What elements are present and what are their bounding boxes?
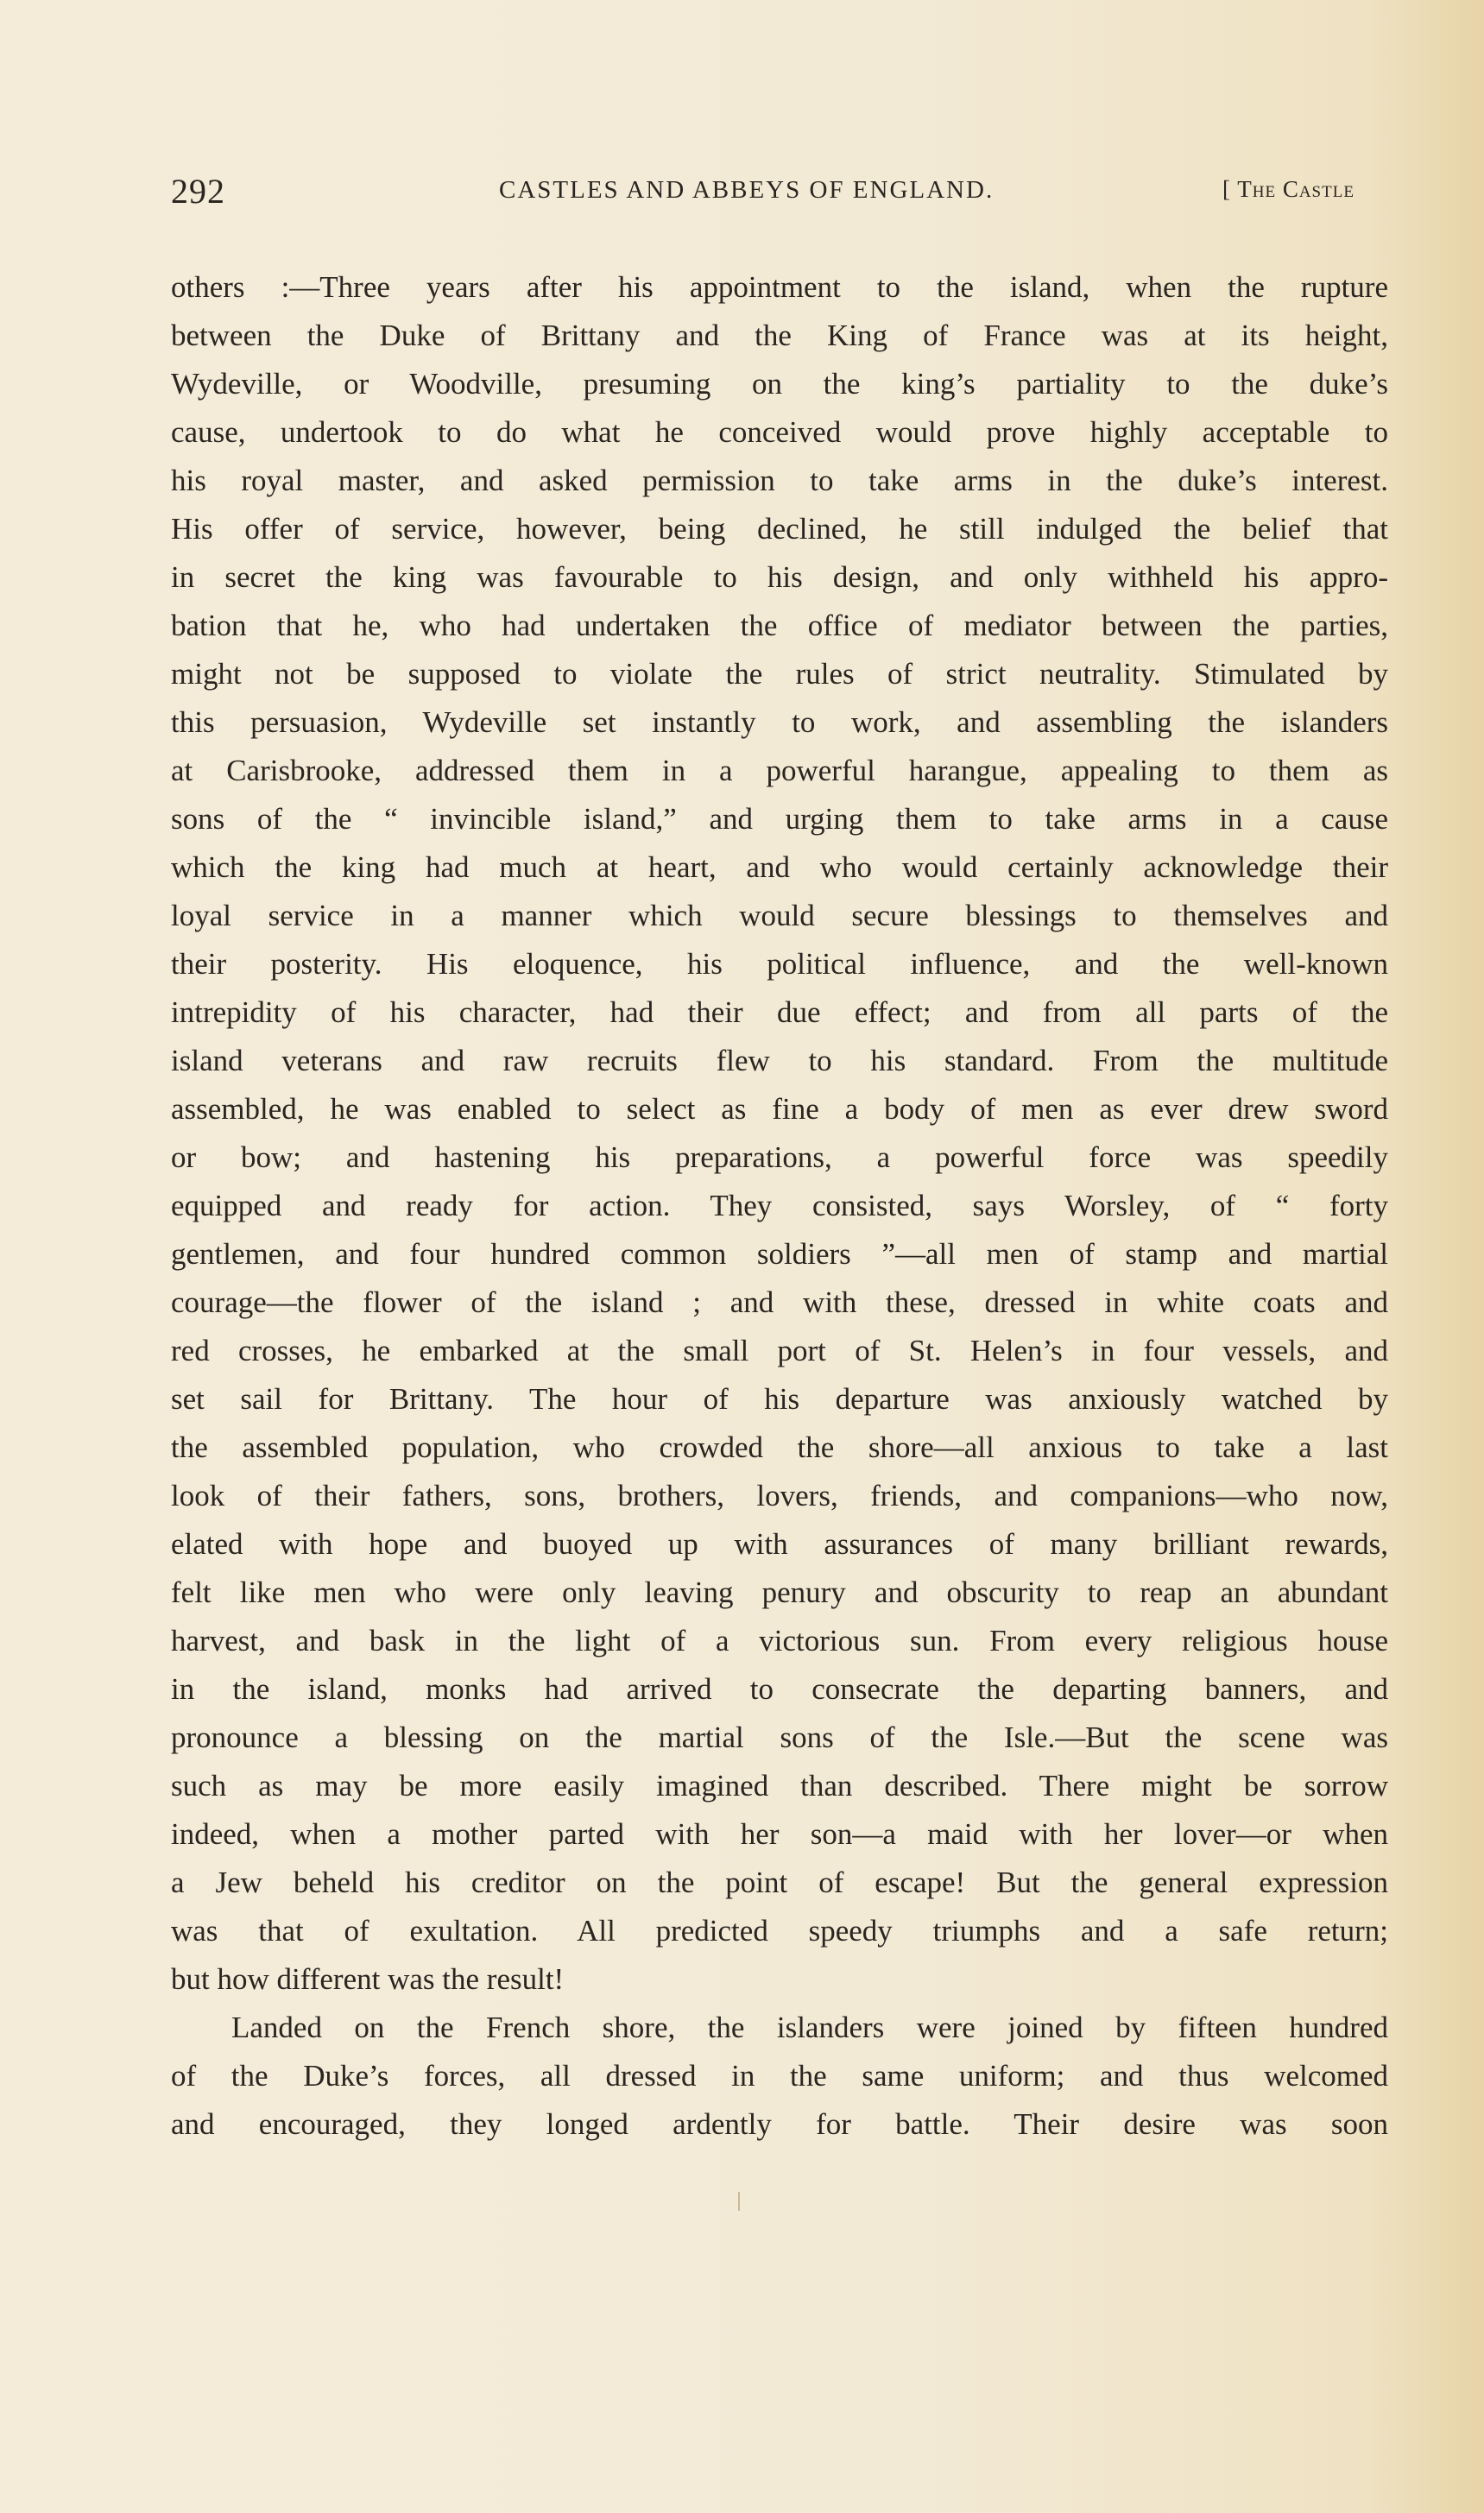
text-line: equipped and ready for action. They consisted, says Worsley, of “ forty (171, 1189, 1388, 1222)
running-title: CASTLES AND ABBEYS OF ENGLAND. (499, 176, 995, 204)
text-line: or bow; and hastening his preparations, a powerful force was speedily (171, 1140, 1388, 1174)
text-line: gentlemen, and four hundred common soldiers ”—all men of stamp and martial (171, 1237, 1388, 1271)
text-line: set sail for Brittany. The hour of his departure was anxiously watched by (171, 1382, 1388, 1416)
text-line: intrepidity of his character, had their due effect; and from all parts of the (171, 995, 1388, 1029)
text-line: look of their fathers, sons, brothers, lovers, friends, and companions—who now, (171, 1479, 1388, 1512)
text-line: was that of exultation. All predicted speedy triumphs and a safe return; (171, 1914, 1388, 1948)
text-line: courage—the flower of the island ; and with these, dressed in white coats and (171, 1285, 1388, 1319)
text-line: at Carisbrooke, addressed them in a powerful harangue, appealing to them as (171, 754, 1388, 787)
text-line: might not be supposed to violate the rules of strict neutrality. Stimulated by (171, 657, 1388, 691)
running-header (171, 171, 1405, 214)
text-line: island veterans and raw recruits flew to his standard. From the multitude (171, 1044, 1388, 1077)
text-line: but how different was the result! (171, 1962, 565, 1996)
text-line: his royal master, and asked permission to take arms in the duke’s interest. (171, 464, 1388, 497)
text-line: harvest, and bask in the light of a victorious sun. From every religious house (171, 1624, 1388, 1657)
text-line: their posterity. His eloquence, his political influence, and the well-known (171, 947, 1388, 981)
text-line: a Jew beheld his creditor on the point of escape! But the general expression (171, 1866, 1388, 1899)
text-line: between the Duke of Brittany and the King of France was at its height, (171, 319, 1388, 352)
text-line: sons of the “ invincible island,” and urging them to take arms in a cause (171, 802, 1388, 836)
text-line: felt like men who were only leaving penury and obscurity to reap an abundant (171, 1575, 1388, 1609)
paragraph-start-line: Landed on the French shore, the islanders were joined by fifteen hundred (231, 2011, 1388, 2044)
text-line: bation that he, who had undertaken the office of mediator between the parties, (171, 609, 1388, 642)
text-line: His offer of service, however, being declined, he still indulged the belief that (171, 512, 1388, 546)
text-line: indeed, when a mother parted with her son—a maid with her lover—or when (171, 1817, 1388, 1851)
page-number: 292 (171, 172, 225, 211)
text-line: in the island, monks had arrived to consecrate the departing banners, and (171, 1672, 1388, 1706)
text-line: Wydeville, or Woodville, presuming on the king’s partiality to the duke’s (171, 367, 1388, 401)
text-line: such as may be more easily imagined than described. There might be sorrow (171, 1769, 1388, 1803)
paper-blemish (738, 2192, 740, 2211)
text-line: pronounce a blessing on the martial sons of the Isle.—But the scene was (171, 1721, 1388, 1754)
text-line: loyal service in a manner which would secure blessings to themselves and (171, 899, 1388, 932)
section-marker: [ The Castle (1222, 176, 1355, 202)
text-line: and encouraged, they longed ardently for battle. Their desire was soon (171, 2107, 1388, 2141)
text-line: which the king had much at heart, and who would certainly acknowledge their (171, 850, 1388, 884)
text-line: elated with hope and buoyed up with assurances of many brilliant rewards, (171, 1527, 1388, 1561)
text-line: of the Duke’s forces, all dressed in the same uniform; and thus welcomed (171, 2059, 1388, 2093)
text-line: the assembled population, who crowded the shore—all anxious to take a last (171, 1430, 1388, 1464)
text-line: red crosses, he embarked at the small port of St. Helen’s in four vessels, and (171, 1334, 1388, 1367)
text-line: in secret the king was favourable to his design, and only withheld his appro- (171, 560, 1388, 594)
text-line: this persuasion, Wydeville set instantly to work, and assembling the islanders (171, 705, 1388, 739)
text-line: others :—Three years after his appointment to the island, when the rupture (171, 270, 1388, 304)
text-line: cause, undertook to do what he conceived would prove highly acceptable to (171, 415, 1388, 449)
body-text (171, 263, 1388, 2149)
text-line: assembled, he was enabled to select as fine a body of men as ever drew sword (171, 1092, 1388, 1126)
